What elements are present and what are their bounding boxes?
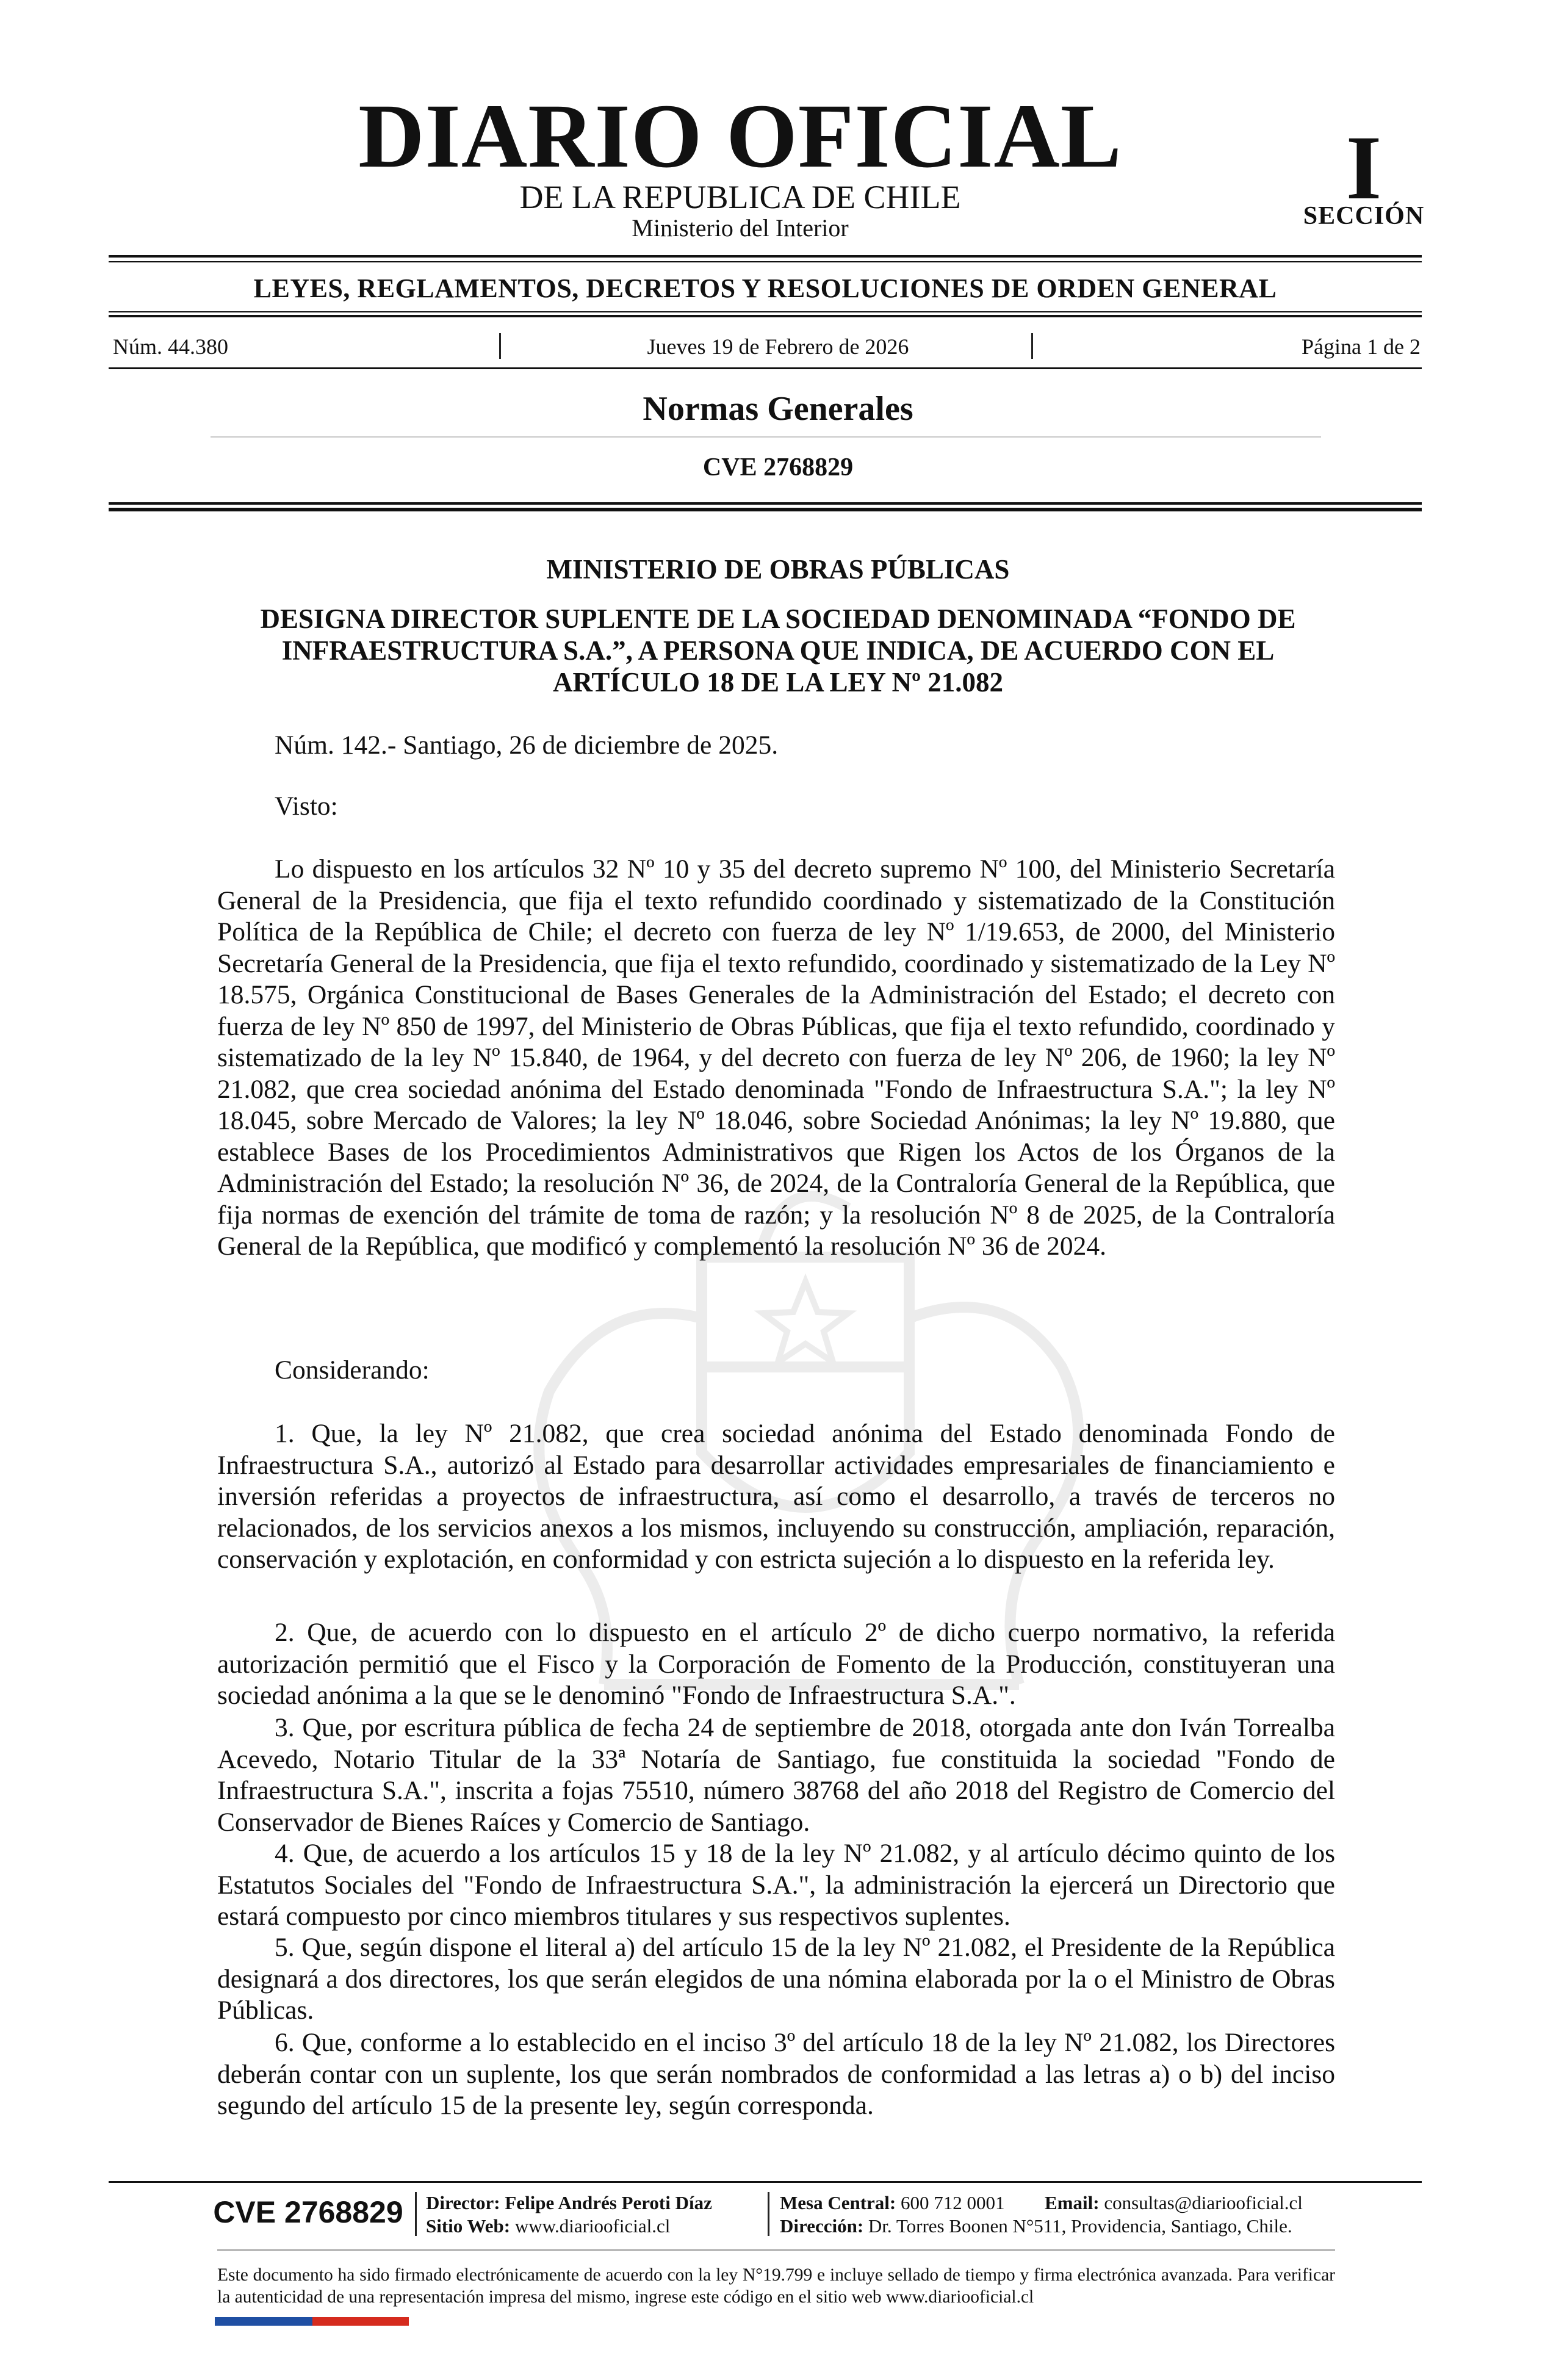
masthead-subtitle: DE LA REPUBLICA DE CHILE (519, 179, 961, 215)
considerando-item: 3. Que, por escritura pública de fecha 24 de septiembre de 2018, otorgada ante don Iván Torrealba Acevedo, Notario Titular de la 33ª Notaría de Santiago, fue constituida la sociedad "Fondo de Infraestructura S.A.", inscrita a fojas 75510, número 38768 del año 2018 del Registro de Comercio del Conservador de Bienes Raíces y Comercio de Santiago. (217, 1713, 1335, 1837)
footer-email[interactable]: Email: consultas@diariooficial.cl (1045, 2192, 1303, 2213)
meta-separator (1031, 333, 1033, 359)
document-ministry: MINISTERIO DE OBRAS PÚBLICAS (546, 554, 1010, 585)
footer-address: Dirección: Dr. Torres Boonen N°511, Providencia, Santiago, Chile. (780, 2215, 1292, 2237)
section-title: Normas Generales (643, 390, 913, 428)
footer-website[interactable]: Sitio Web: www.diariooficial.cl (426, 2215, 671, 2237)
section-label: SECCIÓN (1303, 202, 1425, 230)
considerando-item: 2. Que, de acuerdo con lo dispuesto en el artículo 2º de dicho cuerpo normativo, la referida autorización permitió que el Fisco y la Corporación de Fomento de la Producción, constituyeran una sociedad anónima a la que se le denominó "Fondo de Infraestructura S.A.". (217, 1618, 1335, 1710)
document-title: DESIGNA DIRECTOR SUPLENTE DE LA SOCIEDAD DENOMINADA “FONDO DE INFRAESTRUCTURA S.A.”, A PERSONA QUE INDICA, DE ACUERDO CON EL ARTÍCULO 18 DE LA LEY Nº 21.082 (260, 604, 1296, 698)
footer-divider (415, 2192, 417, 2236)
footer-divider (768, 2192, 769, 2236)
issue-number: Núm. 44.380 (113, 334, 228, 359)
masthead-rule-top-thin (109, 261, 1422, 262)
considerando-item: 5. Que, según dispone el literal a) del artículo 15 de la ley Nº 21.082, el Presidente de la República designará a dos directores, los que serán elegidos de una nómina elaborada por la o el Ministro de Obras Públicas. (217, 1933, 1335, 2025)
flag-stripe-blue (215, 2317, 312, 2326)
footer-cve-code: CVE 2768829 (213, 2195, 403, 2229)
footer-director: Director: Felipe Andrés Peroti Díaz (426, 2192, 712, 2213)
considerando-heading: Considerando: (275, 1355, 430, 1385)
considerando-item: 6. Que, conforme a lo establecido en el inciso 3º del artículo 18 de la ley Nº 21.082, los Directores deberán contar con un suplente, los que serán nombrados de conformidad a las letras a) o b) del inciso segundo del artículo 15 de la presente ley, según corresponda. (217, 2028, 1335, 2120)
footer-mesa-central: Mesa Central: 600 712 0001 (780, 2192, 1005, 2213)
visto-heading: Visto: (275, 792, 338, 821)
section-rule-thick (109, 508, 1422, 511)
flag-stripe-red (312, 2317, 409, 2326)
section-divider (211, 436, 1321, 438)
band-rule (109, 315, 1422, 317)
section-rule (109, 502, 1422, 505)
legal-notice: Este documento ha sido firmado electrónicamente de acuerdo con la ley N°19.799 e incluye sellado de tiempo y firma electrónica avanzada. Para verificar la autenticidad de una representación impresa del mismo, ingrese este código en el sitio web www.diariooficial.cl (217, 2265, 1335, 2307)
footer-rule (109, 2181, 1422, 2183)
considerando-item: 4. Que, de acuerdo a los artículos 15 y 18 de la ley Nº 21.082, y al artículo décimo quinto de los Estatutos Sociales del "Fondo de Infraestructura S.A.", la administración la ejercerá un Directorio que estará compuesto por cinco miembros titulares y sus respectivos suplentes. (217, 1839, 1335, 1931)
masthead-ministry: Ministerio del Interior (632, 214, 849, 242)
visto-paragraph: Lo dispuesto en los artículos 32 Nº 10 y 35 del decreto supremo Nº 100, del Ministerio Secretaría General de la Presidencia, que fija el texto refundido coordinado y sistematizado de la Constitución Política de la República de Chile; el decreto con fuerza de ley Nº 1/19.653, de 2000, del Ministerio Secretaría General de la Presidencia, que fija el texto refundido, coordinado y sistematizado de la Ley Nº 18.575, Orgánica Constitucional de Bases Generales de la Administración del Estado; el decreto con fuerza de ley Nº 850 de 1997, del Ministerio de Obras Públicas, que fija el texto refundido, coordinado y sistematizado de la ley Nº 15.840, de 1964, y del decreto con fuerza de ley Nº 206, de 1960; la ley Nº 21.082, que crea sociedad anónima del Estado denominada "Fondo de Infraestructura S.A."; la ley Nº 18.045, sobre Mercado de Valores; la ley Nº 18.046, sobre Sociedad Anónimas; la ley Nº 19.880, que establece Bases de los Procedimientos Administrativos que Rigen los Actos de los Órganos de la Administración del Estado; la resolución Nº 36, de 2024, de la Contraloría General de la República, que fija normas de exención del trámite de toma de razón; y la resolución Nº 8 de 2025, de la Contraloría General de la República, que modificó y complementó la resolución Nº 36 de 2024. (217, 854, 1335, 1261)
decree-line: Núm. 142.- Santiago, 26 de diciembre de 2025. (275, 730, 779, 760)
footer-thin-rule (217, 2249, 1335, 2251)
section-number: I (1345, 117, 1382, 218)
issue-page: Página 1 de 2 (1302, 334, 1421, 359)
band-title: LEYES, REGLAMENTOS, DECRETOS Y RESOLUCIONES DE ORDEN GENERAL (253, 273, 1277, 303)
masthead-rule-top (109, 255, 1422, 258)
considerando-item: 1. Que, la ley Nº 21.082, que crea sociedad anónima del Estado denominada Fondo de Infraestructura S.A., autorizó al Estado para desarrollar actividades empresariales de financiamiento e inversión referidas a proyectos de infraestructura, así como el desarrollo, a través de terceros no relacionados, de los servicios anexos a los mismos, incluyendo su construcción, ampliación, reparación, conservación y explotación, en conformidad y con estricta sujeción a lo dispuesto en la referida ley. (217, 1419, 1335, 1574)
issue-date: Jueves 19 de Febrero de 2026 (647, 334, 909, 359)
meta-rule (109, 367, 1422, 369)
cve-code: CVE 2768829 (702, 453, 854, 481)
masthead-title: DIARIO OFICIAL (358, 85, 1122, 187)
band-rule-thin (109, 311, 1422, 312)
